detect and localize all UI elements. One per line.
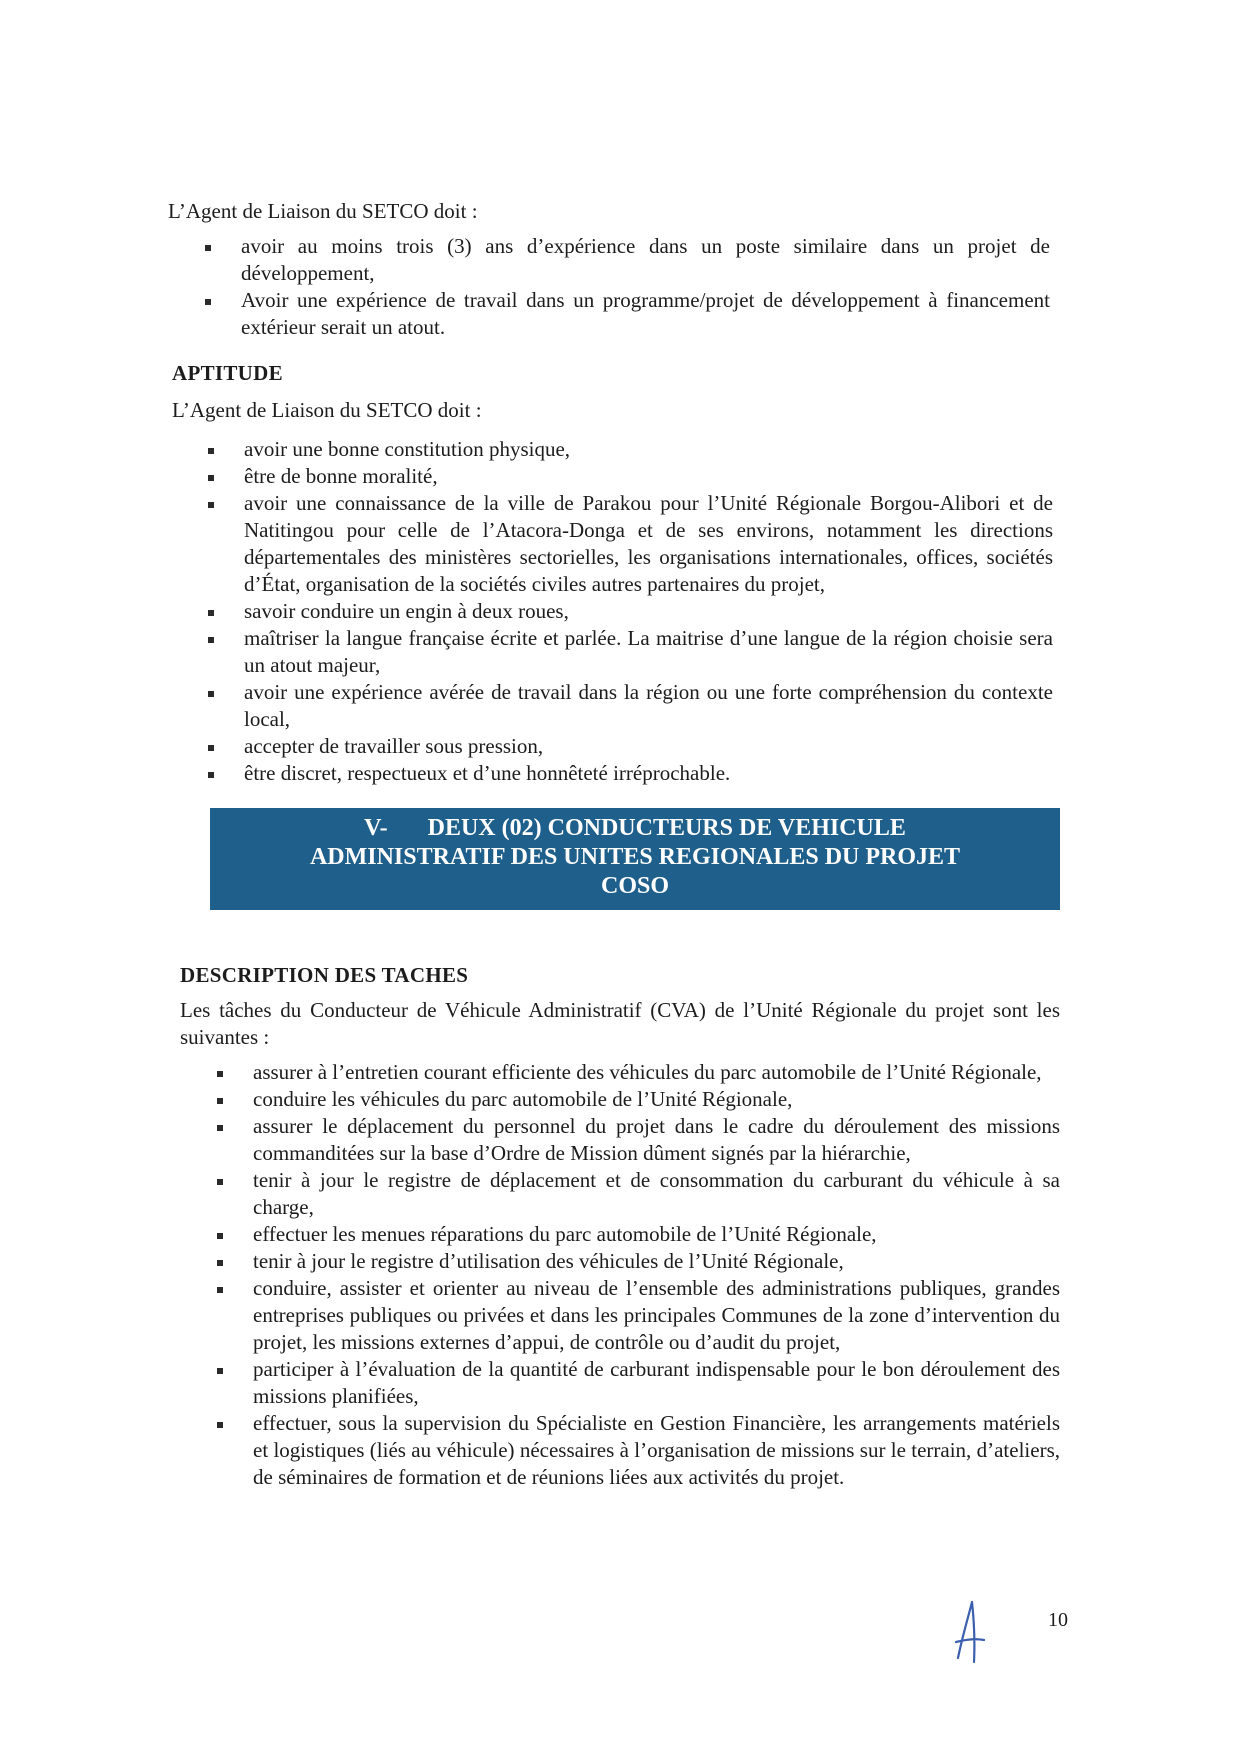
list-item: assurer le déplacement du personnel du projet dans le cadre du déroulement des missions commanditées sur la base d’Ordre de Mission dûment signés par la hiérarchie, <box>217 1113 1060 1167</box>
bullet-icon <box>205 245 211 251</box>
list-item: avoir au moins trois (3) ans d’expérience dans un poste similaire dans un projet de développement, <box>205 233 1050 287</box>
list-item: Avoir une expérience de travail dans un programme/projet de développement à financement extérieur serait un atout. <box>205 287 1050 341</box>
list-item: savoir conduire un engin à deux roues, <box>208 598 1053 625</box>
signature-initial-icon <box>950 1598 990 1668</box>
bullet-icon <box>208 745 214 751</box>
bullet-icon <box>208 448 214 454</box>
banner-title-line1: DEUX (02) CONDUCTEURS DE VEHICULE <box>427 815 906 841</box>
bullet-icon <box>208 502 214 508</box>
aptitude-heading: APTITUDE <box>172 361 283 385</box>
bullet-icon <box>217 1233 223 1239</box>
bullet-icon <box>208 691 214 697</box>
tasks-list <box>217 1059 1060 1491</box>
page-number: 10 <box>1048 1609 1068 1631</box>
list-item: accepter de travailler sous pression, <box>208 733 1053 760</box>
bullet-icon <box>217 1071 223 1077</box>
bullet-icon <box>217 1260 223 1266</box>
list-item: conduire, assister et orienter au niveau de l’ensemble des administrations publiques, grandes entreprises publiques ou privées et dans les principales Communes de la zone d’intervention du projet, les missions externes d’appui, de contrôle ou d’audit du projet, <box>217 1275 1060 1356</box>
bullet-icon <box>217 1422 223 1428</box>
aptitude-list <box>208 436 1053 787</box>
bullet-icon <box>217 1098 223 1104</box>
banner-title-line3: COSO <box>600 873 669 899</box>
list-item: tenir à jour le registre de déplacement et de consommation du carburant du véhicule à sa charge, <box>217 1167 1060 1221</box>
list-item: tenir à jour le registre d’utilisation des véhicules de l’Unité Régionale, <box>217 1248 1060 1275</box>
list-item: être discret, respectueux et d’une honnêteté irréprochable. <box>208 760 1053 787</box>
bullet-icon <box>208 772 214 778</box>
description-heading: DESCRIPTION DES TACHES <box>180 963 469 987</box>
bullet-icon <box>208 610 214 616</box>
list-item: avoir une connaissance de la ville de Parakou pour l’Unité Régionale Borgou-Alibori et de Natitingou pour celle de l’Atacora-Donga et de ses environs, notamment les directions départementales des ministères sectorielles, les organisations internationales, offices, sociétés d’État, organisation de la sociétés civiles autres partenaires du projet, <box>208 490 1053 598</box>
list-item: assurer à l’entretien courant efficiente des véhicules du parc automobile de l’Unité Régionale, <box>217 1059 1060 1086</box>
list-item: avoir une expérience avérée de travail dans la région ou une forte compréhension du contexte local, <box>208 679 1053 733</box>
banner-title-line2: ADMINISTRATIF DES UNITES REGIONALES DU PROJET <box>309 844 961 870</box>
aptitude-intro-text: L’Agent de Liaison du SETCO doit : <box>172 398 482 422</box>
bullet-icon <box>217 1368 223 1374</box>
experience-list <box>205 233 1050 341</box>
list-item: maîtriser la langue française écrite et parlée. La maitrise d’une langue de la région choisie sera un atout majeur, <box>208 625 1053 679</box>
list-item: avoir une bonne constitution physique, <box>208 436 1053 463</box>
list-item: être de bonne moralité, <box>208 463 1053 490</box>
list-item: effectuer les menues réparations du parc automobile de l’Unité Régionale, <box>217 1221 1060 1248</box>
bullet-icon <box>217 1179 223 1185</box>
description-intro-text: Les tâches du Conducteur de Véhicule Administratif (CVA) de l’Unité Régionale du projet sont les suivantes : <box>180 998 1060 1049</box>
bullet-icon <box>208 475 214 481</box>
bullet-icon <box>217 1125 223 1131</box>
list-item: conduire les véhicules du parc automobile de l’Unité Régionale, <box>217 1086 1060 1113</box>
list-item: participer à l’évaluation de la quantité de carburant indispensable pour le bon déroulement des missions planifiées, <box>217 1356 1060 1410</box>
section-banner <box>210 808 1060 910</box>
bullet-icon <box>205 299 211 305</box>
section-number: V- <box>364 815 388 841</box>
bullet-icon <box>217 1287 223 1293</box>
bullet-icon <box>208 637 214 643</box>
agent-intro-text: L’Agent de Liaison du SETCO doit : <box>168 199 478 223</box>
list-item: effectuer, sous la supervision du Spécialiste en Gestion Financière, les arrangements matériels et logistiques (liés au véhicule) nécessaires à l’organisation de missions sur le terrain, d’ateliers, de séminaires de formation et de réunions liées aux activités du projet. <box>217 1410 1060 1491</box>
